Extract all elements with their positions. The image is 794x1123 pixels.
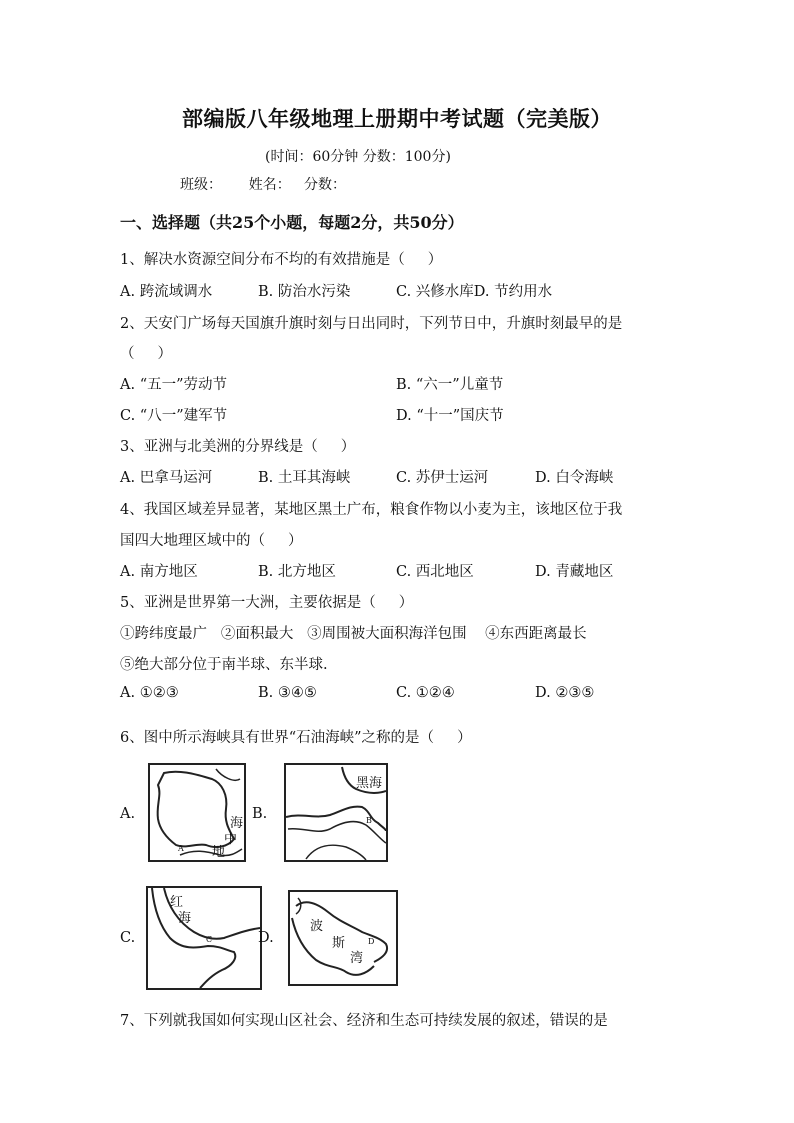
- question-4-stem-line1: 4、我国区域差异显著，某地区黑土广布，粮食作物以小麦为主，该地区位于我: [120, 502, 623, 518]
- map-a-label-hai: 海: [230, 816, 244, 831]
- q6-option-d-label: D.: [258, 930, 274, 946]
- question-5-stem: 5、亚洲是世界第一大洲，主要依据是（ ）: [120, 595, 414, 611]
- map-a-label-zhong: 中: [224, 832, 238, 847]
- question-7-stem: 7、下列就我国如何实现山区社会、经济和生态可持续发展的叙述，错误的是: [120, 1013, 608, 1029]
- q3-option-a: A. 巴拿马运河: [120, 470, 213, 486]
- map-a-label-di: 地: [212, 845, 226, 860]
- q3-option-b: B. 土耳其海峡: [258, 470, 351, 486]
- q6-option-a-label: A.: [120, 806, 136, 822]
- map-b-label-heihai: 黑海: [356, 776, 383, 791]
- q6-option-c-label: C.: [120, 930, 136, 946]
- exam-time-score: (时间：60分钟 分数：100分): [265, 149, 451, 165]
- q5-option-b: B. ③④⑤: [258, 685, 317, 701]
- question-4-stem-line2: 国四大地理区域中的（ ）: [120, 533, 303, 549]
- q4-option-b: B. 北方地区: [258, 564, 336, 580]
- map-b-mark: B: [366, 816, 372, 825]
- map-d-label-si: 斯: [332, 936, 346, 951]
- map-c-label-hong: 红: [170, 895, 184, 910]
- q5-option-a: A. ①②③: [120, 685, 179, 701]
- q2-option-b: B. “六一”儿童节: [396, 377, 504, 393]
- map-d-label-wan: 湾: [350, 951, 364, 966]
- q3-option-d: D. 白令海峡: [535, 470, 614, 486]
- map-strait-of-hormuz: [288, 890, 398, 986]
- question-5-statements-1: ①跨纬度最广 ②面积最大 ③周围被大面积海洋包围 ④东西距离最长: [120, 626, 587, 642]
- q4-option-a: A. 南方地区: [120, 564, 198, 580]
- q3-option-c: C. 苏伊士运河: [396, 470, 489, 486]
- question-2-stem-line1: 2、天安门广场每天国旗升旗时刻与日出同时，下列节日中，升旗时刻最早的是: [120, 316, 623, 332]
- q1-option-c: C. 兴修水库D. 节约用水: [396, 284, 553, 300]
- q6-option-b-label: B.: [252, 806, 268, 822]
- q5-option-c: C. ①②④: [396, 685, 455, 701]
- map-c-mark: C: [206, 935, 213, 944]
- question-1-stem: 1、解决水资源空间分布不均的有效措施是（ ）: [120, 252, 443, 268]
- q1-option-b: B. 防治水污染: [258, 284, 351, 300]
- question-2-stem-line2: （ ）: [120, 346, 173, 362]
- map-a-mark: A: [178, 844, 184, 853]
- q4-option-c: C. 西北地区: [396, 564, 474, 580]
- question-5-statements-2: ⑤绝大部分位于南半球、东半球.: [120, 657, 328, 673]
- question-3-stem: 3、亚洲与北美洲的分界线是（ ）: [120, 439, 356, 455]
- map-d-label-bo: 波: [310, 919, 324, 934]
- q4-option-d: D. 青藏地区: [535, 564, 614, 580]
- question-6-stem: 6、图中所示海峡具有世界“石油海峡”之称的是（ ）: [120, 730, 472, 746]
- map-strait-of-gibraltar: [148, 763, 246, 862]
- map-c-label-hai: 海: [178, 911, 192, 926]
- q2-option-c: C. “八一”建军节: [120, 408, 228, 424]
- map-bab-el-mandeb: [146, 886, 262, 990]
- q2-option-a: A. “五一”劳动节: [120, 377, 228, 393]
- student-info-fields: 班级： 姓名： 分数：: [180, 177, 347, 193]
- section-title-choice: 一、选择题（共25个小题，每题2分，共50分）: [120, 213, 464, 232]
- page-title: 部编版八年级地理上册期中考试题（完美版）: [182, 106, 612, 131]
- q2-option-d: D. “十一”国庆节: [396, 408, 504, 424]
- map-d-mark: D: [368, 937, 375, 946]
- q1-option-a: A. 跨流域调水: [120, 284, 213, 300]
- q5-option-d: D. ②③⑤: [535, 685, 595, 701]
- map-turkish-straits: [284, 763, 388, 862]
